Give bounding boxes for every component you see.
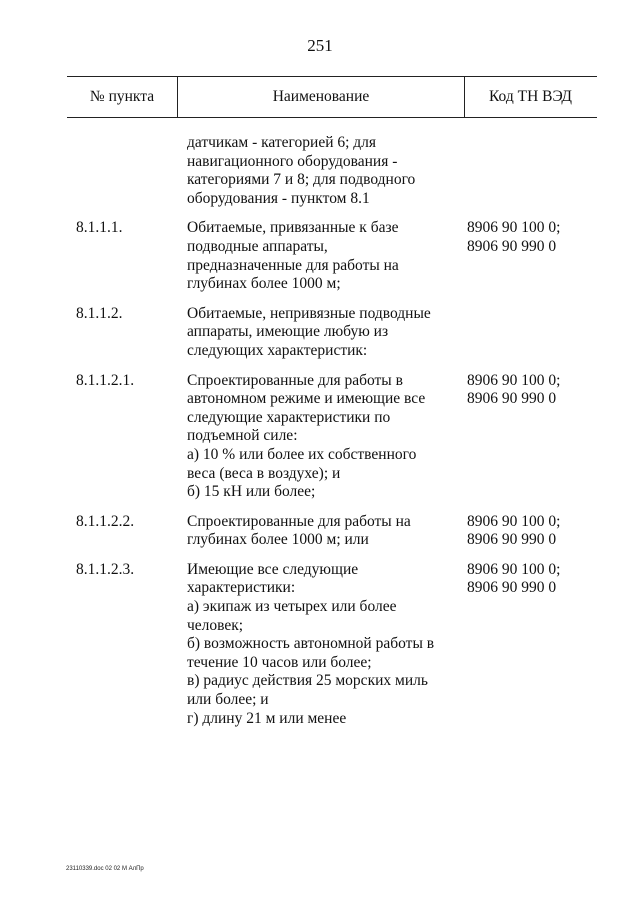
tnved-code-line: 8906 90 990 0 [467, 237, 557, 255]
item-name [187, 513, 455, 550]
item-name-line: предназначенные для работы на [187, 256, 399, 274]
item-number: 8.1.1.2.3. [76, 560, 135, 578]
item-name-line: Обитаемые, привязанные к базе [187, 219, 399, 237]
item-number: 8.1.1.2.1. [76, 371, 135, 389]
header-tnved-code: Код ТН ВЭД [488, 88, 572, 105]
item-name-line: человек; [187, 616, 244, 634]
tnved-code-line: 8906 90 990 0 [467, 390, 557, 408]
item-name-line: г) длину 21 м или менее [187, 709, 347, 727]
item-name [187, 372, 455, 502]
item-name-line: б) 15 кН или более; [187, 483, 316, 501]
table-row [0, 134, 640, 208]
tnved-code-line: 8906 90 100 0; [467, 371, 561, 389]
item-name-line: б) возможность автономной работы в [187, 635, 435, 653]
item-code [467, 561, 607, 598]
item-name-line: Имеющие все следующие [187, 560, 359, 578]
item-name-line: Обитаемые, непривязные подводные [187, 304, 431, 322]
item-name-line: течение 10 часов или более; [187, 653, 372, 671]
item-name-line: подводные аппараты, [187, 237, 328, 255]
item-name-line: категориями 7 и 8; для подводного [187, 171, 416, 189]
tnved-code-line: 8906 90 100 0; [467, 512, 561, 530]
item-name-line: глубинах более 1000 м; [187, 275, 341, 293]
item-name-line: аппараты, имеющие любую из [187, 323, 389, 341]
header-name: Наименование [177, 77, 465, 117]
table-row [0, 513, 640, 550]
item-name-line: следующих характеристик: [187, 341, 368, 359]
document-footer: 23110339.doc 02 02 M АлПр [66, 866, 144, 872]
item-number: 8.1.1.2.2. [76, 512, 135, 530]
item-name-line: в) радиус действия 25 морских миль [187, 672, 428, 690]
item-name-line: подъемной силе: [187, 427, 298, 445]
item-name-line: автономном режиме и имеющие все [187, 390, 426, 408]
item-code [467, 219, 607, 256]
item-name [187, 561, 455, 728]
item-name-line: Спроектированные для работы в [187, 371, 403, 389]
tnved-code-line: 8906 90 100 0; [467, 219, 561, 237]
item-code [467, 372, 607, 409]
item-name [187, 219, 455, 293]
item-name-line: следующие характеристики по [187, 408, 391, 426]
item-number: 8.1.1.2. [76, 304, 123, 322]
item-name [187, 305, 455, 361]
item-name-line: Спроектированные для работы на [187, 512, 411, 530]
item-name-line: датчикам - категорией 6; для [187, 134, 377, 151]
tnved-code-line: 8906 90 100 0; [467, 560, 561, 578]
table-row [0, 561, 640, 728]
item-name-line: навигационного оборудования - [187, 152, 398, 170]
item-name-line: характеристики: [187, 579, 296, 597]
page-number: 251 [307, 36, 333, 55]
table-row [0, 372, 640, 502]
item-name-line: или более; и [187, 691, 269, 709]
item-name-line: глубинах более 1000 м; или [187, 531, 369, 549]
header-item-number: № пункта [89, 88, 155, 105]
item-name-line: веса (веса в воздухе); и [187, 464, 341, 482]
item-name-line: а) экипаж из четырех или более [187, 598, 397, 616]
table-row [0, 305, 640, 361]
item-code [467, 513, 607, 550]
tnved-code-line: 8906 90 990 0 [467, 579, 557, 597]
item-name-line: а) 10 % или более их собственного [187, 445, 417, 463]
table-body [0, 134, 640, 739]
table-row [0, 219, 640, 293]
item-number: 8.1.1.1. [76, 219, 123, 237]
item-name [187, 134, 455, 208]
tnved-code-line: 8906 90 990 0 [467, 531, 557, 549]
item-name-line: оборудования - пунктом 8.1 [187, 189, 370, 207]
table-header [67, 76, 597, 118]
